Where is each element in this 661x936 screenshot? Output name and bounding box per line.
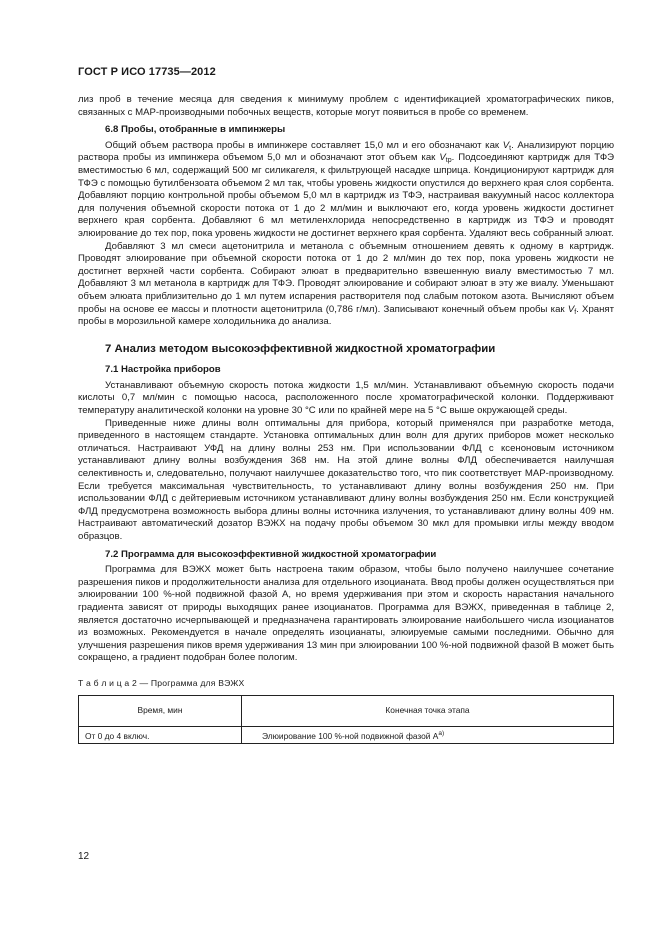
cell-endpoint bbox=[242, 726, 614, 743]
table-header-row bbox=[79, 695, 614, 726]
text-run: . Анализируют порцию раствора пробы из импинжера объемом 5,0 мл и обозначают этот объем как bbox=[78, 139, 615, 164]
paragraph-7-2-1: Программа для ВЭЖХ может быть настроена таким образом, чтобы было получено наилучшее сочетание разрешения пиков и продолжительности анализа для отдельного изоцианата. Ввод пробы должен осуществляться при элюировании 100 %-ной подвижной фазой А, но время удерживания при этом и скорость нарастания начального градиента зависят от природы выходящих ранее изоцианатов. Программа для ВЭЖХ, приведенная в таблице 2, является достаточно исчерпывающей и предназначена гарантировать элюирование наибольшего числа изоцианатов из возможных. Рекомендуется в начале определять изоцианаты, элюируемые самыми последними. Обычно для улучшения разрешения пиков время удерживания 13 мин при элюировании 100 %-ной подвижной фазой В может быть сокращено, а градиент подобран более пологим. bbox=[78, 564, 614, 664]
table-caption: Т а б л и ц а 2 — Программа для ВЭЖХ bbox=[78, 677, 245, 688]
table-row bbox=[79, 726, 614, 743]
paragraph-7-1-1: Устанавливают объемную скорость потока жидкости 1,5 мл/мин. Устанавливают объемную скорость подачи кислоты 0,7 мл/мин с помощью насоса, расположенного после хроматографической колонки. Поддерживают температуру аналитической колонки на уровне 30 °С или по крайней мере на 5 °С выше окружающей среды. bbox=[78, 379, 614, 417]
footnote-mark: а) bbox=[438, 729, 445, 737]
page-number: 12 bbox=[78, 851, 90, 862]
paragraph-7-1-2: Приведенные ниже длины волн оптимальны для прибора, который применялся при разработке метода, приведенного в настоящем стандарте. Установка оптимальных длин волн для других приборов может несколько отличаться. Настраивают УФД на длину волны 253 нм. При использовании ФЛД с ксеноновым источником устанавливают длину волны возбуждения 368 нм. На этой длине волны ФЛД обеспечивается наилучшая селективность и, следовательно, получают наилучшее доказательство того, что пик соответствует MAP-производному. Если требуется максимальная чувствительность, то устанавливают длину волны возбуждения 250 нм. При использовании ФЛД с дейтериевым источником устанавливают длину волны возбуждения 250 нм. Если конструкцией ФЛД предусмотрена возможность выбора длины волны источника излучения, то устанавливают длину волны 409 нм. Настраивают автоматический дозатор ВЭЖХ на подачу пробы объемом 30 мкл для промывки иглы между вводом образцов. bbox=[78, 417, 614, 542]
hplc-program-table bbox=[78, 695, 614, 744]
text-run: Добавляют 3 мл смеси ацетонитрила и метанола с объемным отношением девять к одному в картридж. Проводят элюирование при объемной скорости потока от 1 до 2 мл/мин до тех пор, пока уровень жидкости не достигнет верхней части сорбента. Собирают элюат в предварительно взвешенную виалу вместимостью 7 мл. Добавляют 3 мл метанола в картридж для ТФЭ. Проводят элюирование и собирают элюат в эту же виалу. Уменьшают объем элюата приблизительно до 1 мл путем испарения растворителя под слабым потоком азота. Вычисляют объем пробы на основе ее массы и плотности ацетонитрила (0,786 г/мл). Записывают конечный объем пробы как bbox=[78, 240, 614, 315]
subsection-6-8-heading: 6.8 Пробы, отобранные в импинжеры bbox=[105, 124, 286, 136]
symbol-subscript: tp bbox=[445, 157, 452, 165]
subsection-7-2-heading: 7.2 Программа для высокоэффективной жидкостной хроматографии bbox=[105, 548, 437, 560]
continued-paragraph: лиз проб в течение месяца для сведения к минимуму проблем с идентификацией хроматографических пиков, связанных с MAP-производными побочных веществ, которые могут появиться в пробе со временем. bbox=[78, 94, 614, 118]
symbol-subscript: t bbox=[509, 144, 512, 152]
page-content bbox=[78, 94, 614, 744]
section-7-heading: 7 Анализ методом высокоэффективной жидкостной хроматографии bbox=[105, 342, 496, 355]
cell-time: От 0 до 4 включ. bbox=[79, 726, 242, 743]
paragraph-6-8-1 bbox=[78, 140, 614, 241]
text-run: . Хранят пробы в морозильной камере холодильника до анализа. bbox=[78, 303, 615, 328]
header-time: Время, мин bbox=[79, 695, 242, 726]
symbol-v: V bbox=[502, 139, 510, 151]
header-endpoint: Конечная точка этапа bbox=[242, 695, 614, 726]
symbol-v: V bbox=[439, 152, 446, 164]
standard-header: ГОСТ Р ИСО 17735—2012 bbox=[78, 66, 216, 78]
text-run: . Подсоединяют картридж для ТФЭ вместимостью 6 мл, содержащий 500 мг силикагеля, к фильтрующей насадке шприца. Кондиционируют картридж для ТФЭ с помощью бутилбензоата объемом 2 мл так, чтобы уровень жидкости опустился до верхнего края слоя сорбента. Добавляют порцию контрольной пробы объемом 5,0 мл в картридж из ТФЭ, настраивая вакуумный насос коллектора для получения объемной скорости потока от 1 до 2 мл/мин и выключают его, когда уровень жидкости достигнет верхнего края сорбента. Добавляют 6 мл метиленхлорида непосредственно в картридж из ТФЭ и проводят элюирование до тех пор, пока уровень жидкости не достигнет верхнего края сорбента. Удаляют весь собранный элюат. bbox=[78, 152, 615, 239]
text-run: Общий объем раствора пробы в импинжере составляет 15,0 мл и его обозначают как bbox=[105, 139, 503, 151]
symbol-subscript: f bbox=[574, 308, 577, 316]
subsection-7-1-heading: 7.1 Настройка приборов bbox=[105, 364, 221, 376]
paragraph-6-8-2 bbox=[78, 241, 614, 329]
cell-endpoint-text: Элюирование 100 %-ной подвижной фазой А bbox=[262, 730, 439, 741]
symbol-v: V bbox=[567, 303, 575, 315]
